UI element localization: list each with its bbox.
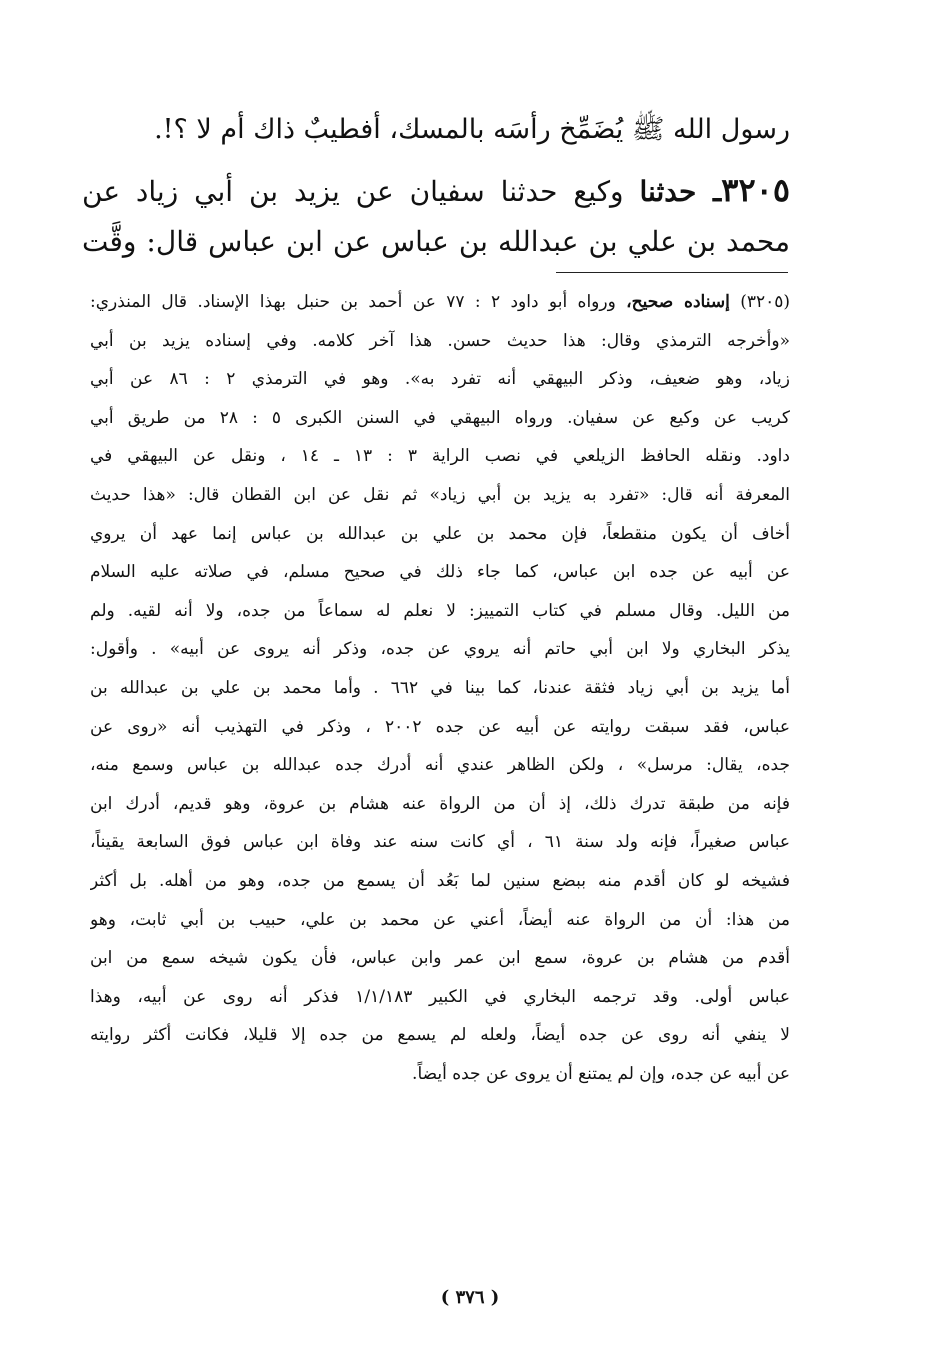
hadith-number: ٣٢٠٥ [721,171,790,209]
footnote-line: أما يزيد بن أبي زياد فثقة عندنا، كما بينا في ٦٦٢ . وأما محمد بن علي بن عبدالله بن [90,677,790,698]
hadith-narration-opening: ـ حدثنا [639,175,722,208]
footnote-reference: (٣٢٠٥) [740,292,790,312]
footnote-line: داود. ونقله الحافظ الزيلعي في نصب الراية ٣ : ١٣ ـ ١٤ ، ونقل عن البيهقي في [90,446,790,467]
footnote-line: من هذا: أن من الرواة عنه أيضاً، أعني عن محمد بن علي، حبيب بن أبي ثابت، وهو [90,909,790,930]
footnote-line: عن أبيه عن جده ابن عباس، كما جاء ذلك في صحيح مسلم، في صلاته عليه السلام [90,562,790,583]
footnote-separator [556,272,788,273]
footnote-line: لا ينفي أنه روى عن جده أيضاً، ولعله لم يسمع من جده إلا قليلا، فكانت أكثر روايته [90,1025,790,1046]
footnote-line: يذكر البخاري ولا ابن أبي حاتم أنه يروي عن جده، وذكر أنه يروى عن أبيه» . وأقول: [90,639,790,660]
main-text-line-3-text: محمد بن علي بن عبدالله بن عباس عن ابن عباس قال: وقَّت [82,225,790,258]
footnote-line: فشيخه لو كان أقدم منه ببضع سنين لما بَعُد أن يسمع من جده، وهو من أهله. بل أكثر [90,870,790,891]
footnote-line-1 [90,283,790,322]
footnote-line: فإنه من طبقة تدرك ذلك، إذ أن من الرواة عنه هشام بن عروة، وهو قديم، أدرك ابن [90,793,790,814]
footnote-line-1-text: ورواه أبو داود ٢ : ٧٧ عن أحمد بن حنبل بهذا الإسناد. قال المنذري: [90,292,616,312]
main-text-line-1 [154,108,790,152]
hadith-header-line [82,168,790,214]
footnote-line: زياد، وهو ضعيف، وذكر البيهقي أنه تفرد به». وهو في الترمذي ٢ : ٨٦ عن أبي [90,369,790,390]
hadith-chain-text: وكيع حدثنا سفيان عن يزيد بن أبي زياد عن [82,175,624,208]
footnote-line: أخاف أن يكون منقطعاً، فإن محمد بن علي بن عبدالله بن عباس إنما عهد أن يروي [90,523,790,544]
main-text-line-1-text: رسول الله ﷺ يُضَمِّخ رأسَه بالمسك، أفطيبٌ ذاك أم لا ؟!. [154,114,790,145]
page-number: ( ٣٧٦ ) [440,1287,500,1308]
footnote-block [90,283,790,1093]
footnote-line: جده، يقال: مرسل» ، ولكن الظاهر عندي أنه أدرك جده عبدالله بن عباس وسمع منه، [90,755,790,776]
footnote-verdict: إسناده صحيح، [626,292,730,312]
footnote-line: «وأخرجه الترمذي وقال: هذا حديث حسن. هذا آخر كلامه. وفي إسناده يزيد بن أبي [90,330,790,351]
footnote-line: عباس، فقد سبقت روايته عن أبيه عن جده ٢٠٠٢ ، وذكر في التهذيب أنه «روى عن [90,716,790,737]
footnote-line: عباس أولى. وقد ترجمه البخاري في الكبير ١/١/١٨٣ فذكر أنه روى عن أبيه، وهذا [90,986,790,1007]
footnote-line-last: عن أبيه عن جده، وإن لم يمتنع أن يروى عن جده أيضاً. [412,1063,790,1084]
footnote-line: عباس صغيراً، فإنه ولد سنة ٦١ ، أي كانت سنه عند وفاة ابن عباس فوق السابعة يقيناً، [90,832,790,853]
footnote-line: أقدم من هشام بن عروة، سمع ابن عمر وابن عباس، فأن يكون شيخه سمع من ابن [90,948,790,969]
footnote-line: كريب عن وكيع عن سفيان. ورواه البيهقي في السنن الكبرى ٥ : ٢٨ من طريق أبي [90,407,790,428]
main-text-line-3 [82,220,790,264]
footnote-line: المعرفة أنه قال: «تفرد به يزيد بن أبي زياد» ثم نقل عن ابن القطان قال: «هذا حديث [90,484,790,505]
footnote-line: من الليل. وقال مسلم في كتاب التمييز: لا نعلم له سماعاً من جده، ولا أنه لقيه. ولم [90,600,790,621]
